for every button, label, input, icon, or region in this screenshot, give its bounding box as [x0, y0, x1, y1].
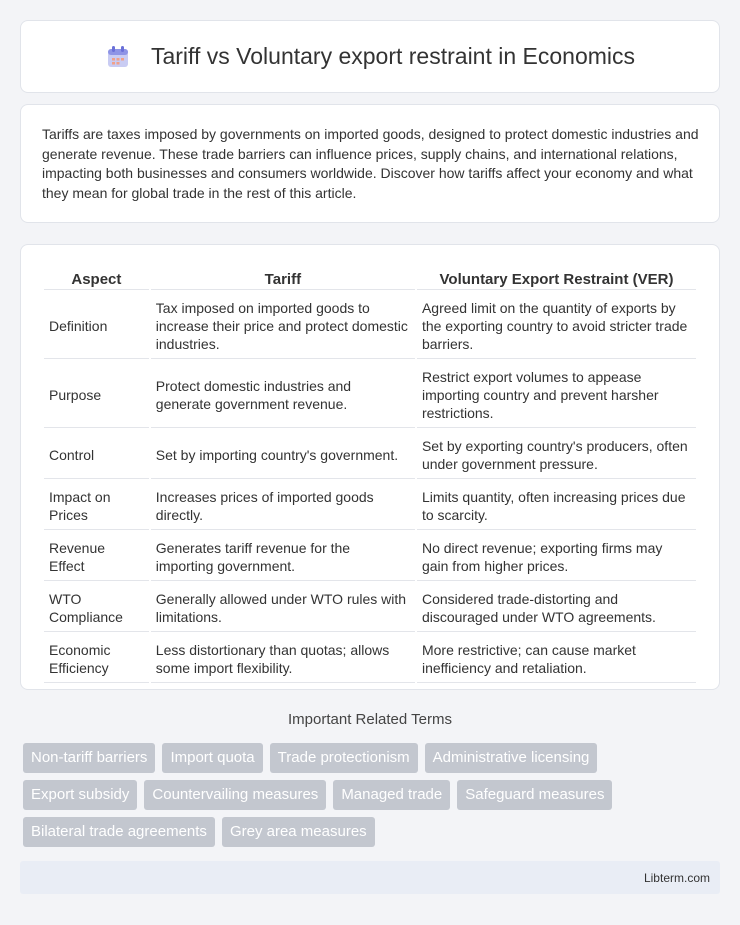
table-row — [44, 292, 696, 359]
cell-tariff: Increases prices of imported goods directly. — [151, 481, 415, 530]
cell-tariff: Generates tariff revenue for the importing government. — [151, 532, 415, 581]
cell-tariff: Less distortionary than quotas; allows some import flexibility. — [151, 634, 415, 683]
header-ver: Voluntary Export Restraint (VER) — [417, 267, 696, 290]
table-row — [44, 583, 696, 632]
cell-ver: More restrictive; can cause market inefficiency and retaliation. — [417, 634, 696, 683]
cell-ver: Set by exporting country's producers, often under government pressure. — [417, 430, 696, 479]
related-term-tag[interactable]: Import quota — [162, 743, 262, 773]
related-term-tag[interactable]: Managed trade — [333, 780, 450, 810]
table-header-row — [44, 267, 696, 290]
cell-tariff: Generally allowed under WTO rules with limitations. — [151, 583, 415, 632]
footer-site[interactable]: Libterm.com — [643, 870, 710, 885]
table-row — [44, 532, 696, 581]
related-term-tag[interactable]: Export subsidy — [23, 780, 137, 810]
cell-tariff: Set by importing country's government. — [151, 430, 415, 479]
cell-aspect: Revenue Effect — [44, 532, 149, 581]
comparison-table — [42, 265, 698, 685]
cell-tariff: Tax imposed on imported goods to increase their price and protect domestic industries. — [151, 292, 415, 359]
comparison-table-card — [20, 244, 720, 690]
cell-aspect: Control — [44, 430, 149, 479]
related-terms-list — [23, 743, 663, 847]
cell-aspect: Impact on Prices — [44, 481, 149, 530]
related-term-tag[interactable]: Countervailing measures — [144, 780, 326, 810]
related-term-tag[interactable]: Safeguard measures — [457, 780, 612, 810]
related-term-tag[interactable]: Trade protectionism — [270, 743, 418, 773]
intro-text: Tariffs are taxes imposed by governments on imported goods, designed to protect domestic industries and generate revenue. These trade barriers can influence prices, supply chains, and international relations, impacting both businesses and consumers worldwide. Discover how tariffs affect your economy and what they mean for global trade in the rest of this article. — [42, 126, 699, 201]
header-aspect: Aspect — [44, 267, 149, 290]
related-term-tag[interactable]: Non-tariff barriers — [23, 743, 155, 773]
cell-aspect: Purpose — [44, 361, 149, 428]
related-term-tag[interactable]: Bilateral trade agreements — [23, 817, 215, 847]
cell-aspect: WTO Compliance — [44, 583, 149, 632]
header-tariff: Tariff — [151, 267, 415, 290]
title-card — [20, 20, 720, 93]
page-title: Tariff vs Voluntary export restraint in Economics — [150, 43, 636, 69]
related-terms-title: Important Related Terms — [288, 711, 452, 728]
cell-ver: Limits quantity, often increasing prices due to scarcity. — [417, 481, 696, 530]
related-term-tag[interactable]: Administrative licensing — [425, 743, 598, 773]
cell-ver: Agreed limit on the quantity of exports by the exporting country to avoid stricter trade barriers. — [417, 292, 696, 359]
calendar-icon — [105, 44, 131, 70]
intro-card — [20, 104, 720, 223]
cell-aspect: Definition — [44, 292, 149, 359]
table-row — [44, 361, 696, 428]
table-row — [44, 634, 696, 683]
table-row — [44, 430, 696, 479]
related-term-tag[interactable]: Grey area measures — [222, 817, 375, 847]
cell-ver: No direct revenue; exporting firms may gain from higher prices. — [417, 532, 696, 581]
cell-aspect: Economic Efficiency — [44, 634, 149, 683]
cell-ver: Restrict export volumes to appease importing country and prevent harsher restrictions. — [417, 361, 696, 428]
footer — [20, 861, 720, 894]
table-row — [44, 481, 696, 530]
cell-ver: Considered trade-distorting and discouraged under WTO agreements. — [417, 583, 696, 632]
cell-tariff: Protect domestic industries and generate government revenue. — [151, 361, 415, 428]
